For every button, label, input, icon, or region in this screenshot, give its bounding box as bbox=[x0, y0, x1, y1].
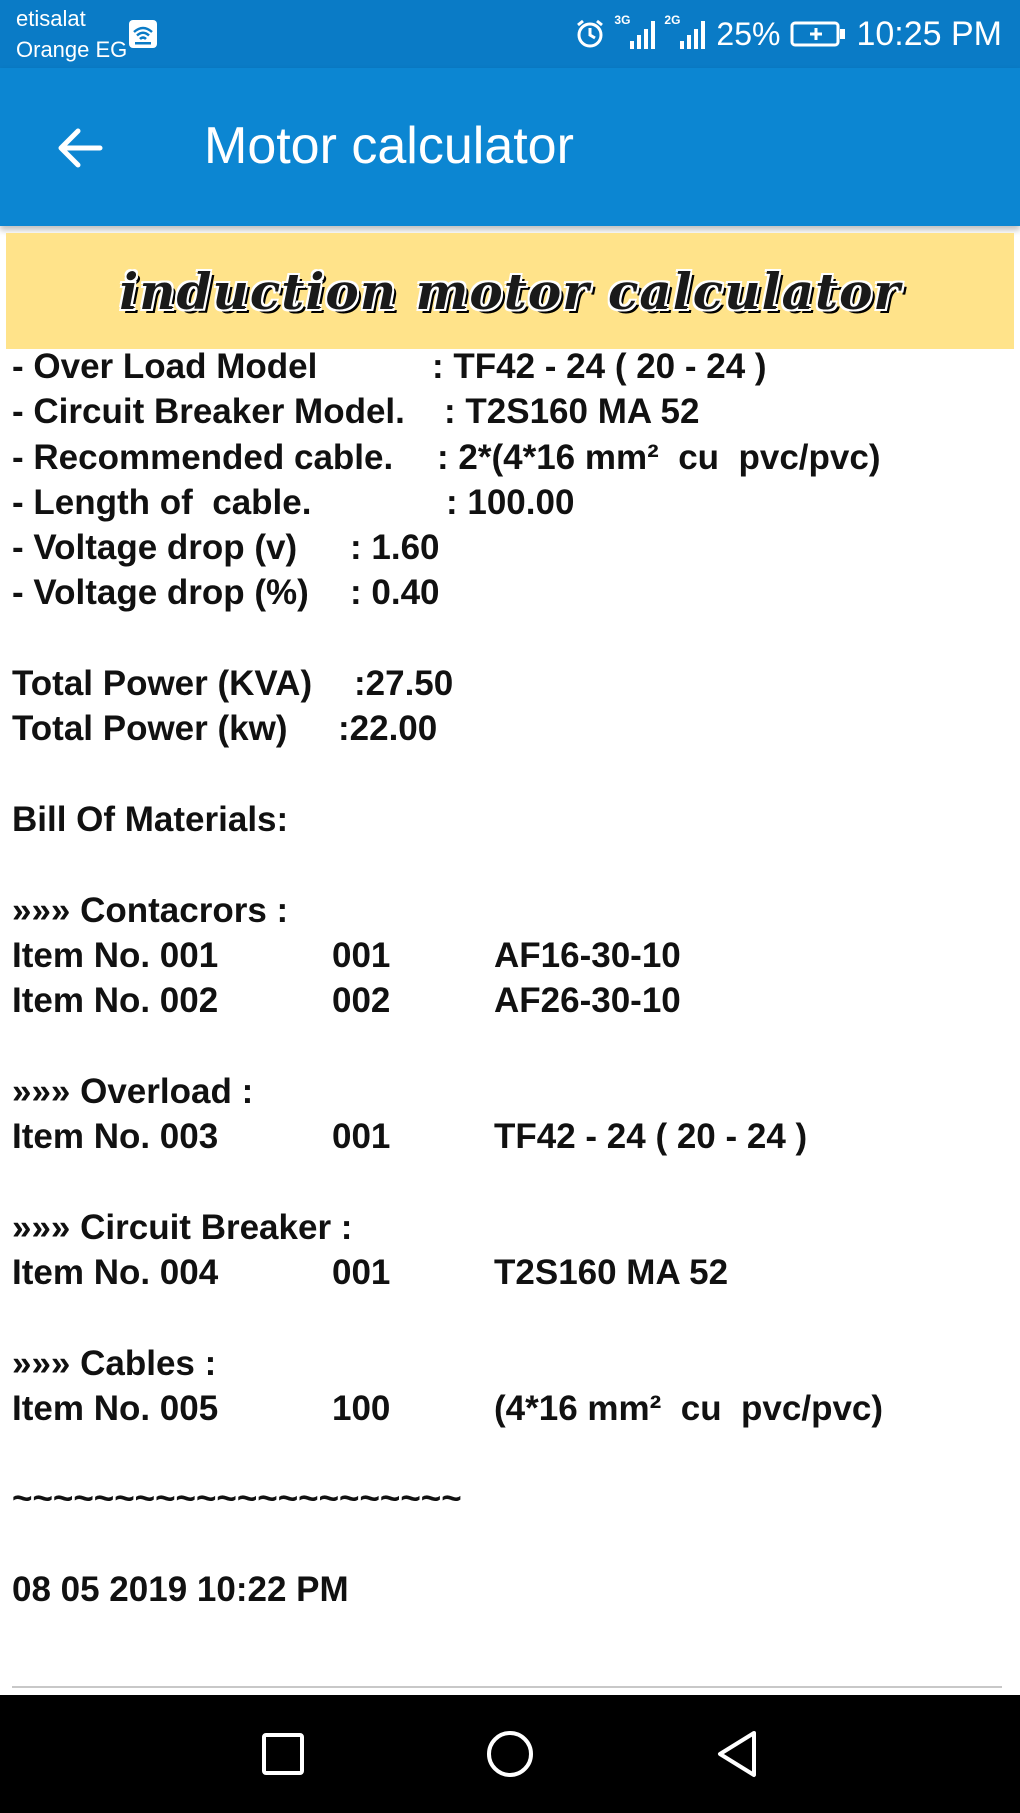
spec-label: - Circuit Breaker Model. bbox=[12, 392, 405, 432]
signal-icon bbox=[614, 13, 656, 49]
banner-title: induction motor calculator bbox=[119, 261, 901, 321]
wifi-icon bbox=[127, 18, 159, 50]
item-quantity: 100 bbox=[332, 1388, 391, 1428]
home-icon[interactable] bbox=[483, 1727, 537, 1781]
item-number: Item No. 002 bbox=[12, 981, 219, 1021]
item-description: TF42 - 24 ( 20 - 24 ) bbox=[494, 1117, 808, 1157]
spec-row bbox=[12, 435, 1012, 480]
item-number: Item No. 004 bbox=[12, 1252, 219, 1292]
bom-item-row bbox=[12, 1250, 1012, 1295]
divider bbox=[12, 1686, 1002, 1688]
total-label: Total Power (KVA) bbox=[12, 664, 313, 704]
item-description: T2S160 MA 52 bbox=[494, 1252, 729, 1292]
spec-label: - Voltage drop (v) bbox=[12, 528, 298, 568]
results-panel bbox=[12, 344, 1012, 1612]
status-indicators bbox=[574, 12, 1002, 56]
timestamp: 08 05 2019 10:22 PM bbox=[12, 1570, 349, 1610]
network-2g-label: 2G bbox=[664, 13, 681, 27]
total-row bbox=[12, 706, 1012, 751]
battery-icon bbox=[790, 20, 846, 48]
bom-section-heading: »»» Cables : bbox=[12, 1343, 217, 1383]
spec-value: : TF42 - 24 ( 20 - 24 ) bbox=[432, 347, 767, 386]
spec-label: - Recommended cable. bbox=[12, 437, 394, 477]
total-row bbox=[12, 661, 1012, 706]
spec-value: : T2S160 MA 52 bbox=[444, 392, 700, 432]
item-quantity: 002 bbox=[332, 981, 391, 1021]
alarm-icon bbox=[574, 18, 606, 50]
bom-item-row bbox=[12, 933, 1012, 978]
spec-value: : 2*(4*16 mm² cu pvc/pvc) bbox=[437, 437, 881, 477]
item-number: Item No. 005 bbox=[12, 1388, 219, 1428]
navigation-bar bbox=[0, 1695, 1020, 1813]
bom-section-heading: »»» Circuit Breaker : bbox=[12, 1207, 353, 1247]
bom-item-row bbox=[12, 978, 1012, 1023]
network-3g-label: 3G bbox=[614, 13, 631, 27]
header-banner bbox=[6, 233, 1014, 349]
spec-row bbox=[12, 525, 1012, 570]
status-bar bbox=[0, 0, 1020, 68]
spec-value: : 100.00 bbox=[446, 482, 575, 522]
bom-title: Bill Of Materials: bbox=[12, 799, 289, 839]
item-description: AF16-30-10 bbox=[494, 935, 681, 975]
spec-row bbox=[12, 389, 1012, 434]
page-title: Motor calculator bbox=[204, 117, 574, 175]
spec-row bbox=[12, 344, 1012, 389]
item-description: (4*16 mm² cu pvc/pvc) bbox=[494, 1388, 884, 1428]
item-quantity: 001 bbox=[332, 935, 391, 975]
spec-row bbox=[12, 570, 1012, 615]
app-bar bbox=[0, 68, 1020, 226]
total-value: :22.00 bbox=[338, 709, 438, 749]
spec-row bbox=[12, 480, 1012, 525]
bom-section-heading: »»» Overload : bbox=[12, 1071, 254, 1111]
battery-percentage: 25% bbox=[716, 15, 781, 52]
recent-apps-icon[interactable] bbox=[256, 1727, 310, 1781]
carrier-name-primary: etisalat bbox=[16, 6, 86, 31]
back-nav-icon[interactable] bbox=[710, 1727, 764, 1781]
bom-item-row bbox=[12, 1386, 1012, 1431]
arrow-left-icon[interactable] bbox=[52, 121, 106, 175]
separator-line: ~~~~~~~~~~~~~~~~~~~~~~ bbox=[12, 1479, 462, 1519]
spec-label: - Length of cable. bbox=[12, 482, 312, 522]
carrier-name-secondary: Orange EG bbox=[16, 37, 128, 62]
clock: 10:25 PM bbox=[856, 14, 1002, 53]
spec-label: - Over Load Model bbox=[12, 347, 318, 386]
item-number: Item No. 003 bbox=[12, 1117, 219, 1157]
spec-label: - Voltage drop (%) bbox=[12, 573, 309, 613]
signal-icon bbox=[664, 13, 706, 49]
spec-value: : 1.60 bbox=[350, 528, 440, 568]
item-description: AF26-30-10 bbox=[494, 981, 681, 1021]
item-quantity: 001 bbox=[332, 1117, 391, 1157]
bom-item-row bbox=[12, 1114, 1012, 1159]
item-number: Item No. 001 bbox=[12, 935, 219, 975]
item-quantity: 001 bbox=[332, 1252, 391, 1292]
bom-section-heading: »»» Contacrors : bbox=[12, 890, 289, 930]
spec-value: : 0.40 bbox=[350, 573, 440, 613]
total-value: :27.50 bbox=[354, 664, 454, 704]
total-label: Total Power (kw) bbox=[12, 709, 288, 749]
